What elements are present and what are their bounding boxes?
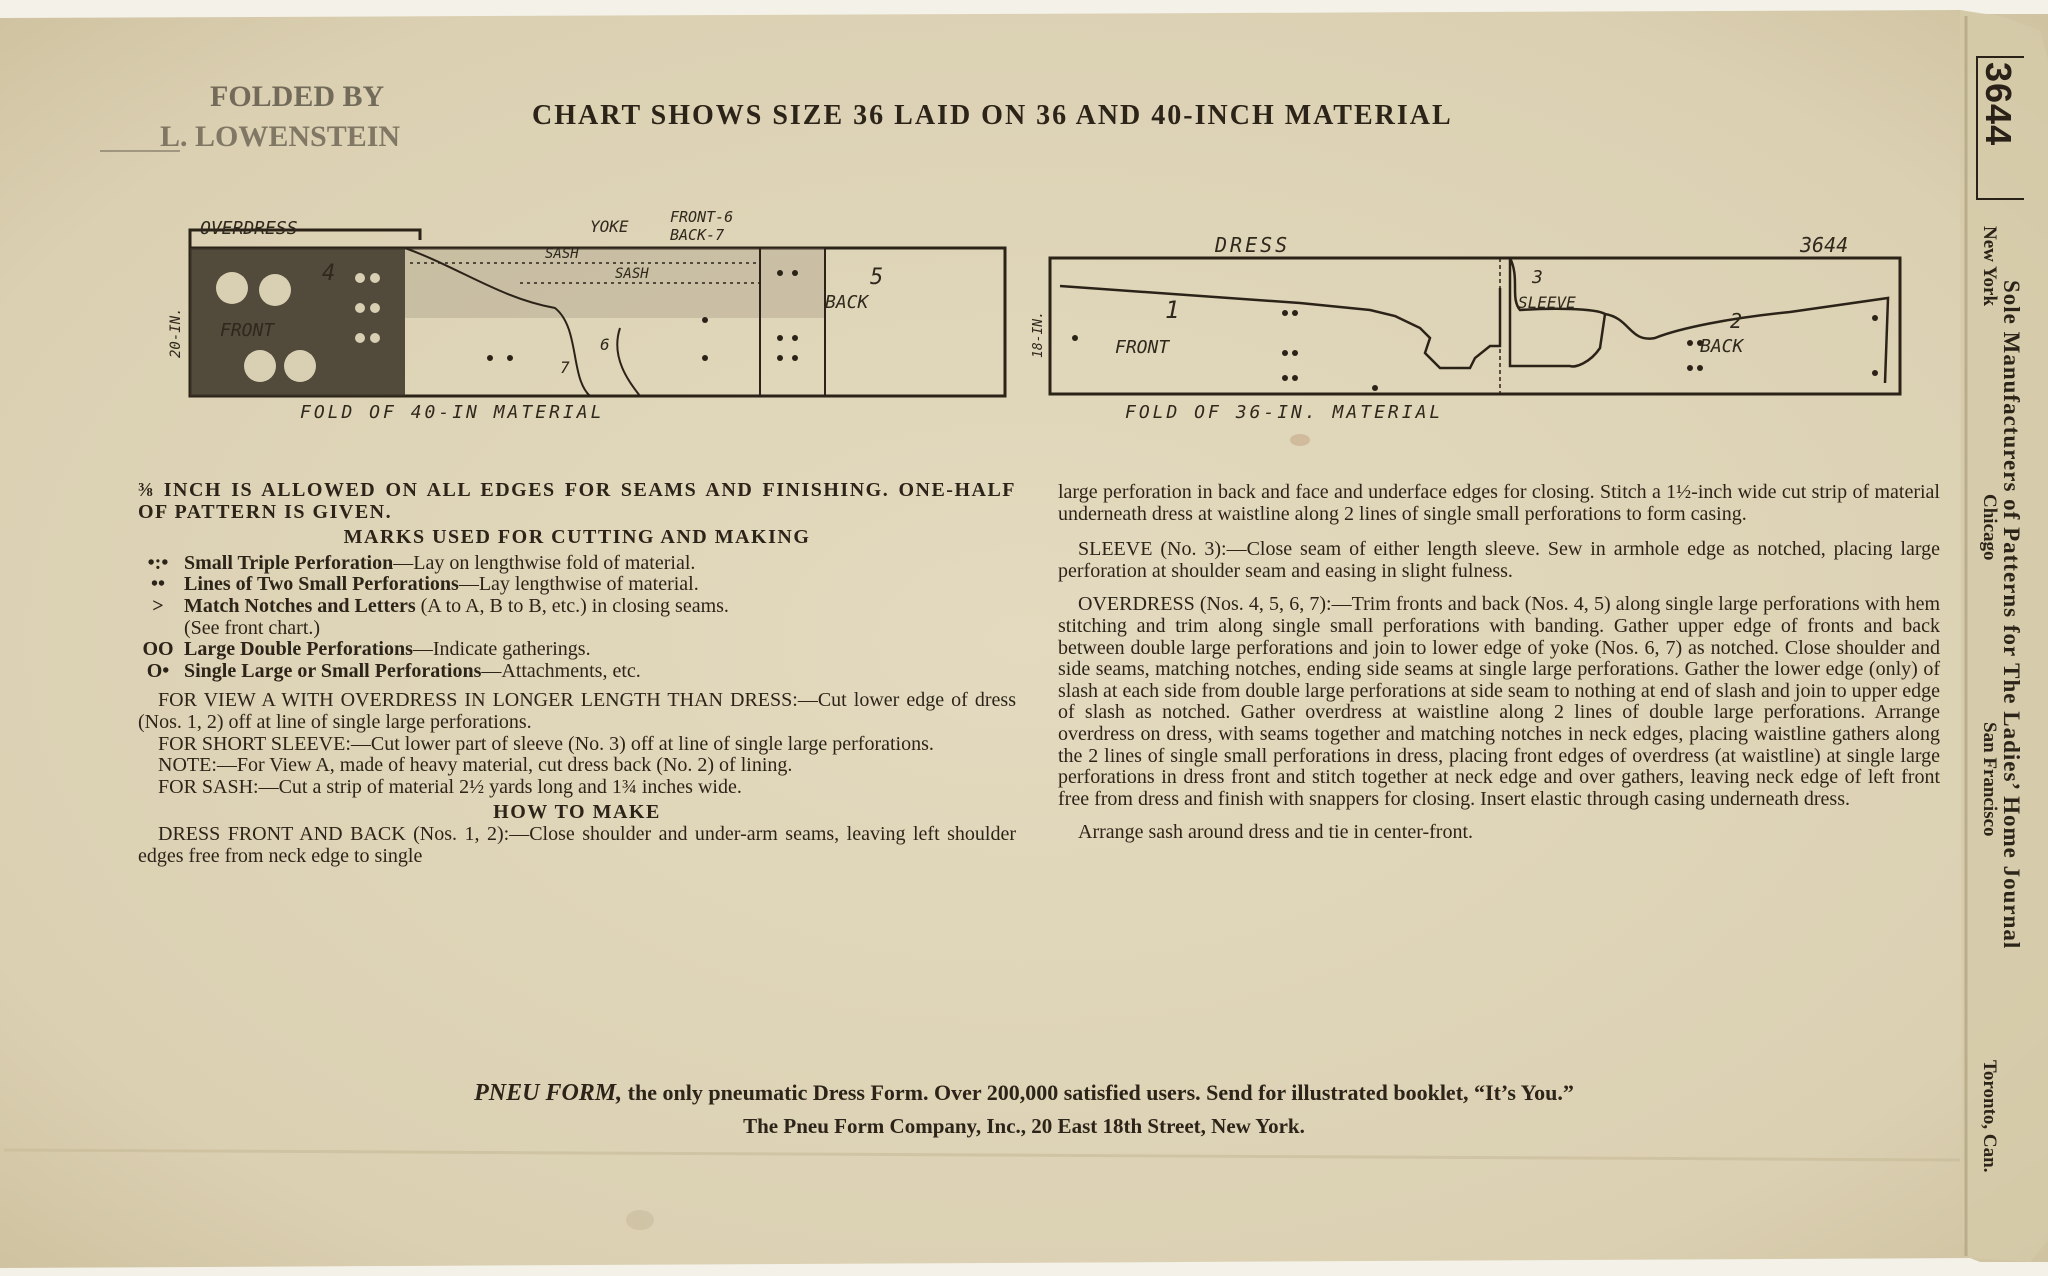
label-width: 20-IN. (168, 307, 184, 358)
mark-item (138, 639, 1016, 661)
sash-instruction: FOR SASH:—Cut a strip of material 2½ yards long and 1¾ inches wide. (158, 775, 742, 798)
chart-title: CHART SHOWS SIZE 36 LAID ON 36 AND 40-INCH MATERIAL (532, 100, 1453, 131)
city-toronto: Toronto, Can. (1979, 1060, 2000, 1173)
mark-desc: —Lay on lengthwise fold of material. (393, 551, 696, 574)
label-num6: 6 (600, 335, 610, 354)
triple-perforation-symbol: •:• (147, 551, 169, 574)
pneu-form-brand: PNEU FORM, (474, 1080, 623, 1106)
how-to-make-heading: HOW TO MAKE (493, 801, 661, 824)
mark-term: Lines of Two Small Perforations (184, 573, 459, 596)
mark-item (138, 596, 1016, 618)
label-overdress: OVERDRESS (200, 218, 298, 239)
label-num3: 3 (1532, 267, 1543, 288)
label-dress: DRESS (1215, 233, 1291, 257)
mark-term: Large Double Perforations (184, 638, 413, 661)
stamp-line1: FOLDED BY (210, 80, 385, 113)
cutting-chart-40in (160, 208, 1020, 428)
closing-continued: large perforation in back and face and underface edges for closing. Stitch a 1½-inch wide cut strip of material underneath dress at waistline along 2 lines of single small perforations to form casing. (1058, 481, 1940, 525)
label-num5: 5 (870, 265, 884, 290)
double-perforation-symbol: •• (150, 573, 165, 596)
left-instructions (138, 480, 1016, 867)
label-fold: FOLD OF 40-IN MATERIAL (300, 402, 605, 423)
label-front-dress: FRONT (1115, 337, 1170, 358)
folded-by-stamp (100, 76, 500, 166)
single-perforation-symbol: O• (146, 659, 170, 682)
label-yoke: YOKE (590, 217, 629, 236)
label-num2: 2 (1730, 309, 1743, 333)
short-sleeve-instruction: FOR SHORT SLEEVE:—Cut lower part of sleeve (No. 3) off at line of single large perforations. (158, 732, 934, 755)
stamp-line2: L. LOWENSTEIN (160, 120, 401, 153)
label-sash-1: SASH (545, 246, 579, 262)
label-pattern-number: 3644 (1800, 233, 1849, 257)
note-instruction: NOTE:—For View A, made of heavy material, cut dress back (No. 2) of lining. (158, 754, 793, 777)
sash-arrangement: Arrange sash around dress and tie in center-front. (1078, 821, 1474, 844)
mark-term: Match Notches and Letters (184, 594, 416, 617)
right-instructions (1058, 482, 1940, 844)
mark-item (138, 574, 1016, 596)
label-num4: 4 (322, 261, 336, 286)
cutting-chart-36in (1030, 228, 1910, 428)
label-back: BACK (825, 292, 869, 313)
mark-term: Small Triple Perforation (184, 551, 394, 574)
mark-desc: (See front chart.) (184, 616, 321, 639)
city-new-york: New York (1979, 226, 2000, 307)
label-num7: 7 (560, 358, 570, 377)
advert-line-2: The Pneu Form Company, Inc., 20 East 18th Street, New York. (743, 1114, 1305, 1138)
advert-line-1 (0, 1080, 2048, 1107)
mark-item (138, 618, 1016, 640)
mark-desc: (A to A, B to B, etc.) in closing seams. (415, 594, 729, 617)
mark-desc: —Indicate gatherings. (412, 638, 591, 661)
label-fold-dress: FOLD OF 36-IN. MATERIAL (1125, 402, 1444, 423)
manufacturer-line: Sole Manufacturers of Patterns for The Ladies’ Home Journal (1999, 280, 2024, 950)
label-yoke-front: FRONT-6 (670, 208, 734, 226)
label-sash-2: SASH (615, 266, 649, 282)
notch-symbol: > (152, 594, 164, 617)
label-width-dress: 18-IN. (1031, 311, 1046, 358)
mark-desc: —Lay lengthwise of material. (458, 573, 699, 596)
mark-item (138, 553, 1016, 575)
label-yoke-back: BACK-7 (670, 226, 725, 244)
seam-allowance: ⅜ INCH IS ALLOWED ON ALL EDGES FOR SEAMS AND FINISHING. ONE-HALF OF PATTERN IS GIVEN. (138, 479, 1016, 523)
mark-item (138, 661, 1016, 683)
marks-heading: MARKS USED FOR CUTTING AND MAKING (343, 526, 811, 549)
sleeve-instruction: SLEEVE (No. 3):—Close seam of either length sleeve. Sew in armhole edge as notched, placing large perforation at shoulder seam and easing in slight fulness. (1058, 538, 1940, 582)
label-sleeve: SLEEVE (1518, 293, 1576, 312)
large-double-perforation-symbol: OO (142, 638, 174, 661)
marks-list (138, 553, 1016, 683)
city-san-francisco: San Francisco (1979, 722, 2000, 837)
mark-desc: —Attachments, etc. (481, 659, 641, 682)
dress-front-back-instruction: DRESS FRONT AND BACK (Nos. 1, 2):—Close shoulder and under-arm seams, leaving left shoulder edges free from neck edge to single (138, 822, 1016, 867)
mark-term: Single Large or Small Perforations (184, 659, 482, 682)
label-num1: 1 (1165, 296, 1180, 324)
label-back-dress: BACK (1700, 336, 1744, 357)
advert-text: the only pneumatic Dress Form. Over 200,000 satisfied users. Send for illustrated booklet, “It’s You.” (622, 1080, 1574, 1105)
view-a-instruction: FOR VIEW A WITH OVERDRESS IN LONGER LENGTH THAN DRESS:—Cut lower edge of dress (Nos. 1, 2) off at line of single large perforations. (138, 689, 1016, 733)
overdress-instruction: OVERDRESS (Nos. 4, 5, 6, 7):—Trim fronts and back (Nos. 4, 5) along single large perforations with hem stitching and trim along single small perforations with banding. Gather upper edge of fronts and back between double large perforations and join to lower edge of yoke (Nos. 6, 7) as notched. Close shoulder and side seams, matching notches, ending side seams at single large perforations. Gather the lower edge (only) of slash at each side from double large perforations at side seam to nothing at end of slash and join to upper edge of slash as notched. Gather overdress at waistline along 2 lines of double large perforations. Arrange overdress on dress, with seams together and matching notches in neck edges, placing waistline gathers along the 2 lines of single small perforations in dress, placing front edges of overdress (at waistline) at single large perforations in dress front and stitch together at neck edge and over gathers, leaving neck edge of left front free from dress and finish with snappers for closing. Insert elastic through casing underneath dress. (1058, 593, 1940, 810)
label-front: FRONT (220, 320, 275, 341)
pattern-number: 3644 (1978, 62, 2019, 147)
city-chicago: Chicago (1979, 494, 2000, 561)
